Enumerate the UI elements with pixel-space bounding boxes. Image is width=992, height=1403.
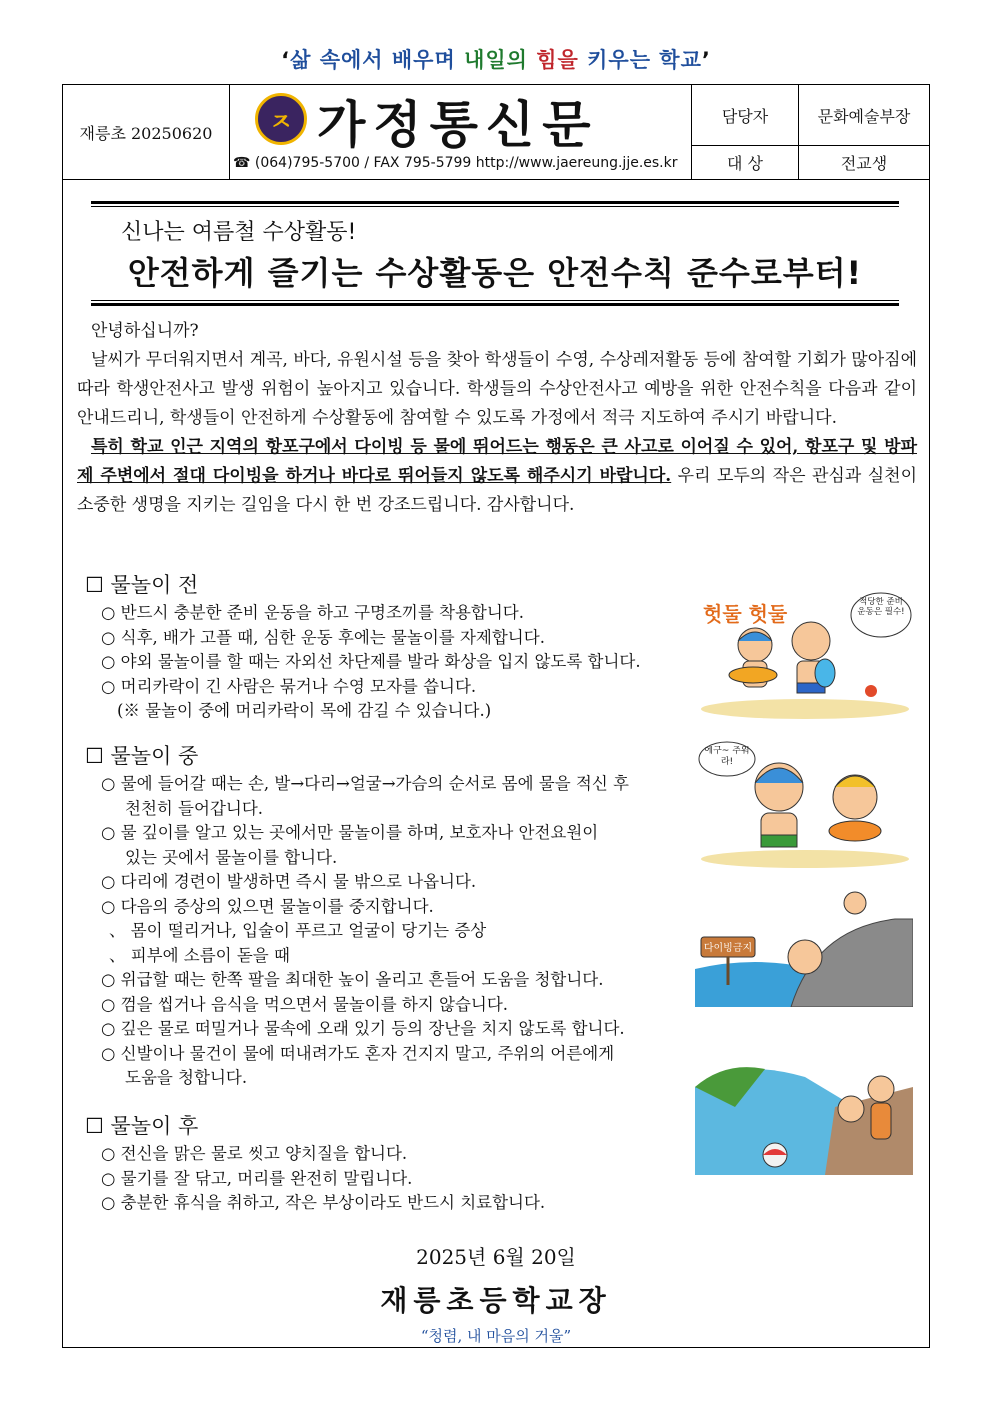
- after-item-1: ○ 전신을 맑은 물로 씻고 양치질을 합니다.: [101, 1144, 408, 1163]
- kid-head-2: [792, 622, 830, 660]
- cold-kids-illustration: [695, 739, 913, 869]
- speech-text-holder-2: [703, 746, 751, 776]
- motto-part-2: 내일의: [464, 48, 537, 72]
- intro-body: [77, 317, 917, 520]
- warmup-sound-text: 헛둘 헛둘: [703, 602, 788, 626]
- river-kid-body-2: [871, 1103, 891, 1139]
- target-label: 대 상: [692, 146, 799, 180]
- motto-open-quote: ‘: [281, 48, 291, 72]
- motto-close-quote: ’: [701, 48, 711, 72]
- during-item-4: ○ 다음의 증상의 있으면 물놀이를 중지합니다.: [101, 896, 434, 916]
- headline-subtitle: 신나는 여름철 수상활동!: [121, 220, 357, 245]
- sand-shape: [701, 699, 909, 719]
- section-before-list: [101, 601, 641, 724]
- river-illustration: [695, 1047, 913, 1175]
- diving-warning-illustration: [695, 889, 913, 1007]
- during-item-5: ○ 위급할 때는 한쪽 팔을 최대한 높이 올리고 흔들어 도움을 청합니다.: [101, 970, 604, 989]
- during-item-7: ○ 깊은 물로 떠밀거나 물속에 오래 있기 등의 장난을 치지 않도록 합니다.: [101, 1019, 625, 1038]
- section-after-list: [101, 1142, 545, 1216]
- school-motto: [0, 44, 992, 74]
- swim-ring-4: [829, 821, 881, 841]
- motto-part-4: 키우는 학교: [587, 48, 702, 72]
- during-item-8-cont: 도움을 청합니다.: [125, 1068, 248, 1087]
- integrity-slogan: “청렴, 내 마음의 거울”: [420, 1327, 572, 1345]
- during-item-1-cont: 천천히 들어갑니다.: [125, 798, 264, 818]
- during-item-2: ○ 물 깊이를 알고 있는 곳에서만 물놀이를 하며, 보호자나 안전요원이: [101, 823, 599, 842]
- headline-title: 안전하게 즐기는 수상활동은 안전수칙 준수로부터!: [127, 254, 863, 292]
- newspaper-title: 가정통신문: [317, 95, 599, 154]
- newsletter-header: [63, 85, 929, 180]
- river-kid-head-1: [838, 1096, 864, 1122]
- intro-closing: 우리 모두의 작은 관심과 실천이 소중한 생명을 지키는 길임을 다시 한 번 강조드립니다. 감사합니다.: [77, 466, 917, 515]
- motto-part-1: 삶 속에서 배우며: [290, 48, 465, 72]
- intro-paragraph-1: 날씨가 무더워지면서 계곡, 바다, 유원시설 등을 찾아 학생들이 수영, 수상레저활동 등에 참여할 기회가 많아짐에 따라 학생안전사고 발생 위험이 높아지고 있습니다. 학생들의 수상안전사고 예방을 위한 안전수칙을 다음과 같이 안내드리니, 학생들이 안전하게 수상활동에 참여할 수 있도록 가정에서 적극 지도하여 주시기 바랍니다.: [77, 350, 917, 428]
- principal-signature: 재릉초등학교장: [380, 1284, 612, 1317]
- diving-kid-head: [788, 940, 822, 974]
- during-symptom-1: 、 몸이 떨리거나, 입술이 푸르고 얼굴이 당기는 증상: [109, 921, 487, 940]
- kid-hair-4: [835, 776, 875, 787]
- headline-rule-top: [91, 201, 899, 207]
- before-item-1: ○ 반드시 충분한 준비 운동을 하고 구명조끼를 착용합니다.: [101, 603, 524, 622]
- section-after-heading: ☐ 물놀이 후: [85, 1114, 199, 1138]
- warmup-bubble-text: 적당한 준비 운동은 필수!: [857, 597, 905, 617]
- after-item-2: ○ 물기를 잘 닦고, 머리를 완전히 말립니다.: [101, 1168, 413, 1188]
- after-item-3: ○ 충분한 휴식을 취하고, 작은 부상이라도 반드시 치료합니다.: [101, 1193, 546, 1212]
- during-item-2-cont: 있는 곳에서 물놀이를 합니다.: [125, 847, 338, 867]
- target-value: 전교생: [799, 146, 930, 180]
- during-symptom-2: 、 피부에 소름이 돋을 때: [109, 945, 290, 965]
- contact-info: ☎ (064)795-5700 / FAX 795-5799 http://www.jaereung.jje.es.kr: [233, 155, 678, 171]
- headline-rule-bottom: [91, 300, 899, 306]
- swim-shorts-3: [761, 835, 797, 847]
- during-item-8: ○ 신발이나 물건이 물에 떠내려가도 혼자 건지지 말고, 주위의 어른에게: [101, 1043, 615, 1063]
- warmup-illustration: [695, 591, 913, 719]
- sand-shape-2: [701, 850, 909, 868]
- headline-box: [91, 201, 899, 306]
- cold-bubble-text: 에구~ 추워라!: [704, 746, 750, 767]
- during-item-1: ○ 물에 들어갈 때는 손, 발→다리→얼굴→가슴의 순서로 몸에 물을 적신 후: [101, 774, 629, 793]
- watching-kid-head: [844, 892, 866, 914]
- info-table: [691, 85, 929, 179]
- before-item-2: ○ 식후, 배가 고플 때, 심한 운동 후에는 물놀이를 자제합니다.: [101, 627, 545, 647]
- no-diving-sign-text: 다이빙금지: [703, 943, 753, 954]
- before-note: (※ 물놀이 중에 머리카락이 목에 감길 수 있습니다.): [117, 701, 492, 720]
- masthead: [229, 85, 691, 179]
- issue-number: 재릉초 20250620: [63, 85, 230, 179]
- crab-icon: [865, 685, 877, 697]
- swim-ring-1: [729, 667, 777, 683]
- manager-label: 담당자: [692, 85, 799, 146]
- section-before-heading: ☐ 물놀이 전: [85, 573, 199, 597]
- during-item-3: ○ 다리에 경련이 발생하면 즉시 물 밖으로 나옵니다.: [101, 872, 477, 891]
- intro-paragraph-2: [77, 433, 917, 520]
- before-item-3: ○ 야외 물놀이를 할 때는 자외선 차단제를 발라 화상을 입지 않도록 합니다.: [101, 652, 641, 671]
- school-logo-icon: ㅈ: [255, 93, 307, 145]
- motto-part-3: 힘을: [536, 48, 588, 72]
- manager-value: 문화예술부장: [799, 85, 930, 146]
- greeting: 안녕하십니까?: [91, 321, 199, 341]
- issue-date: 2025년 6월 20일: [416, 1245, 576, 1269]
- section-during-heading: ☐ 물놀이 중: [85, 744, 199, 768]
- during-item-6: ○ 껌을 씹거나 음식을 먹으면서 물놀이를 하지 않습니다.: [101, 994, 509, 1014]
- newsletter-frame: [62, 84, 930, 1348]
- tube-2: [815, 659, 835, 687]
- before-item-4: ○ 머리카락이 긴 사람은 묶거나 수영 모자를 씁니다.: [101, 676, 477, 696]
- section-during-list: [101, 772, 629, 1091]
- river-kid-head-2: [868, 1076, 894, 1102]
- diving-warning: 특히 학교 인근 지역의 항포구에서 다이빙 등 물에 뛰어드는 행동은 큰 사고로 이어질 수 있어, 항포구 및 방파제 주변에서 절대 다이빙을 하거나 바다로 뛰어들지 않도록 해주시기 바랍니다.: [77, 437, 917, 486]
- speech-text-holder-1: [855, 597, 907, 637]
